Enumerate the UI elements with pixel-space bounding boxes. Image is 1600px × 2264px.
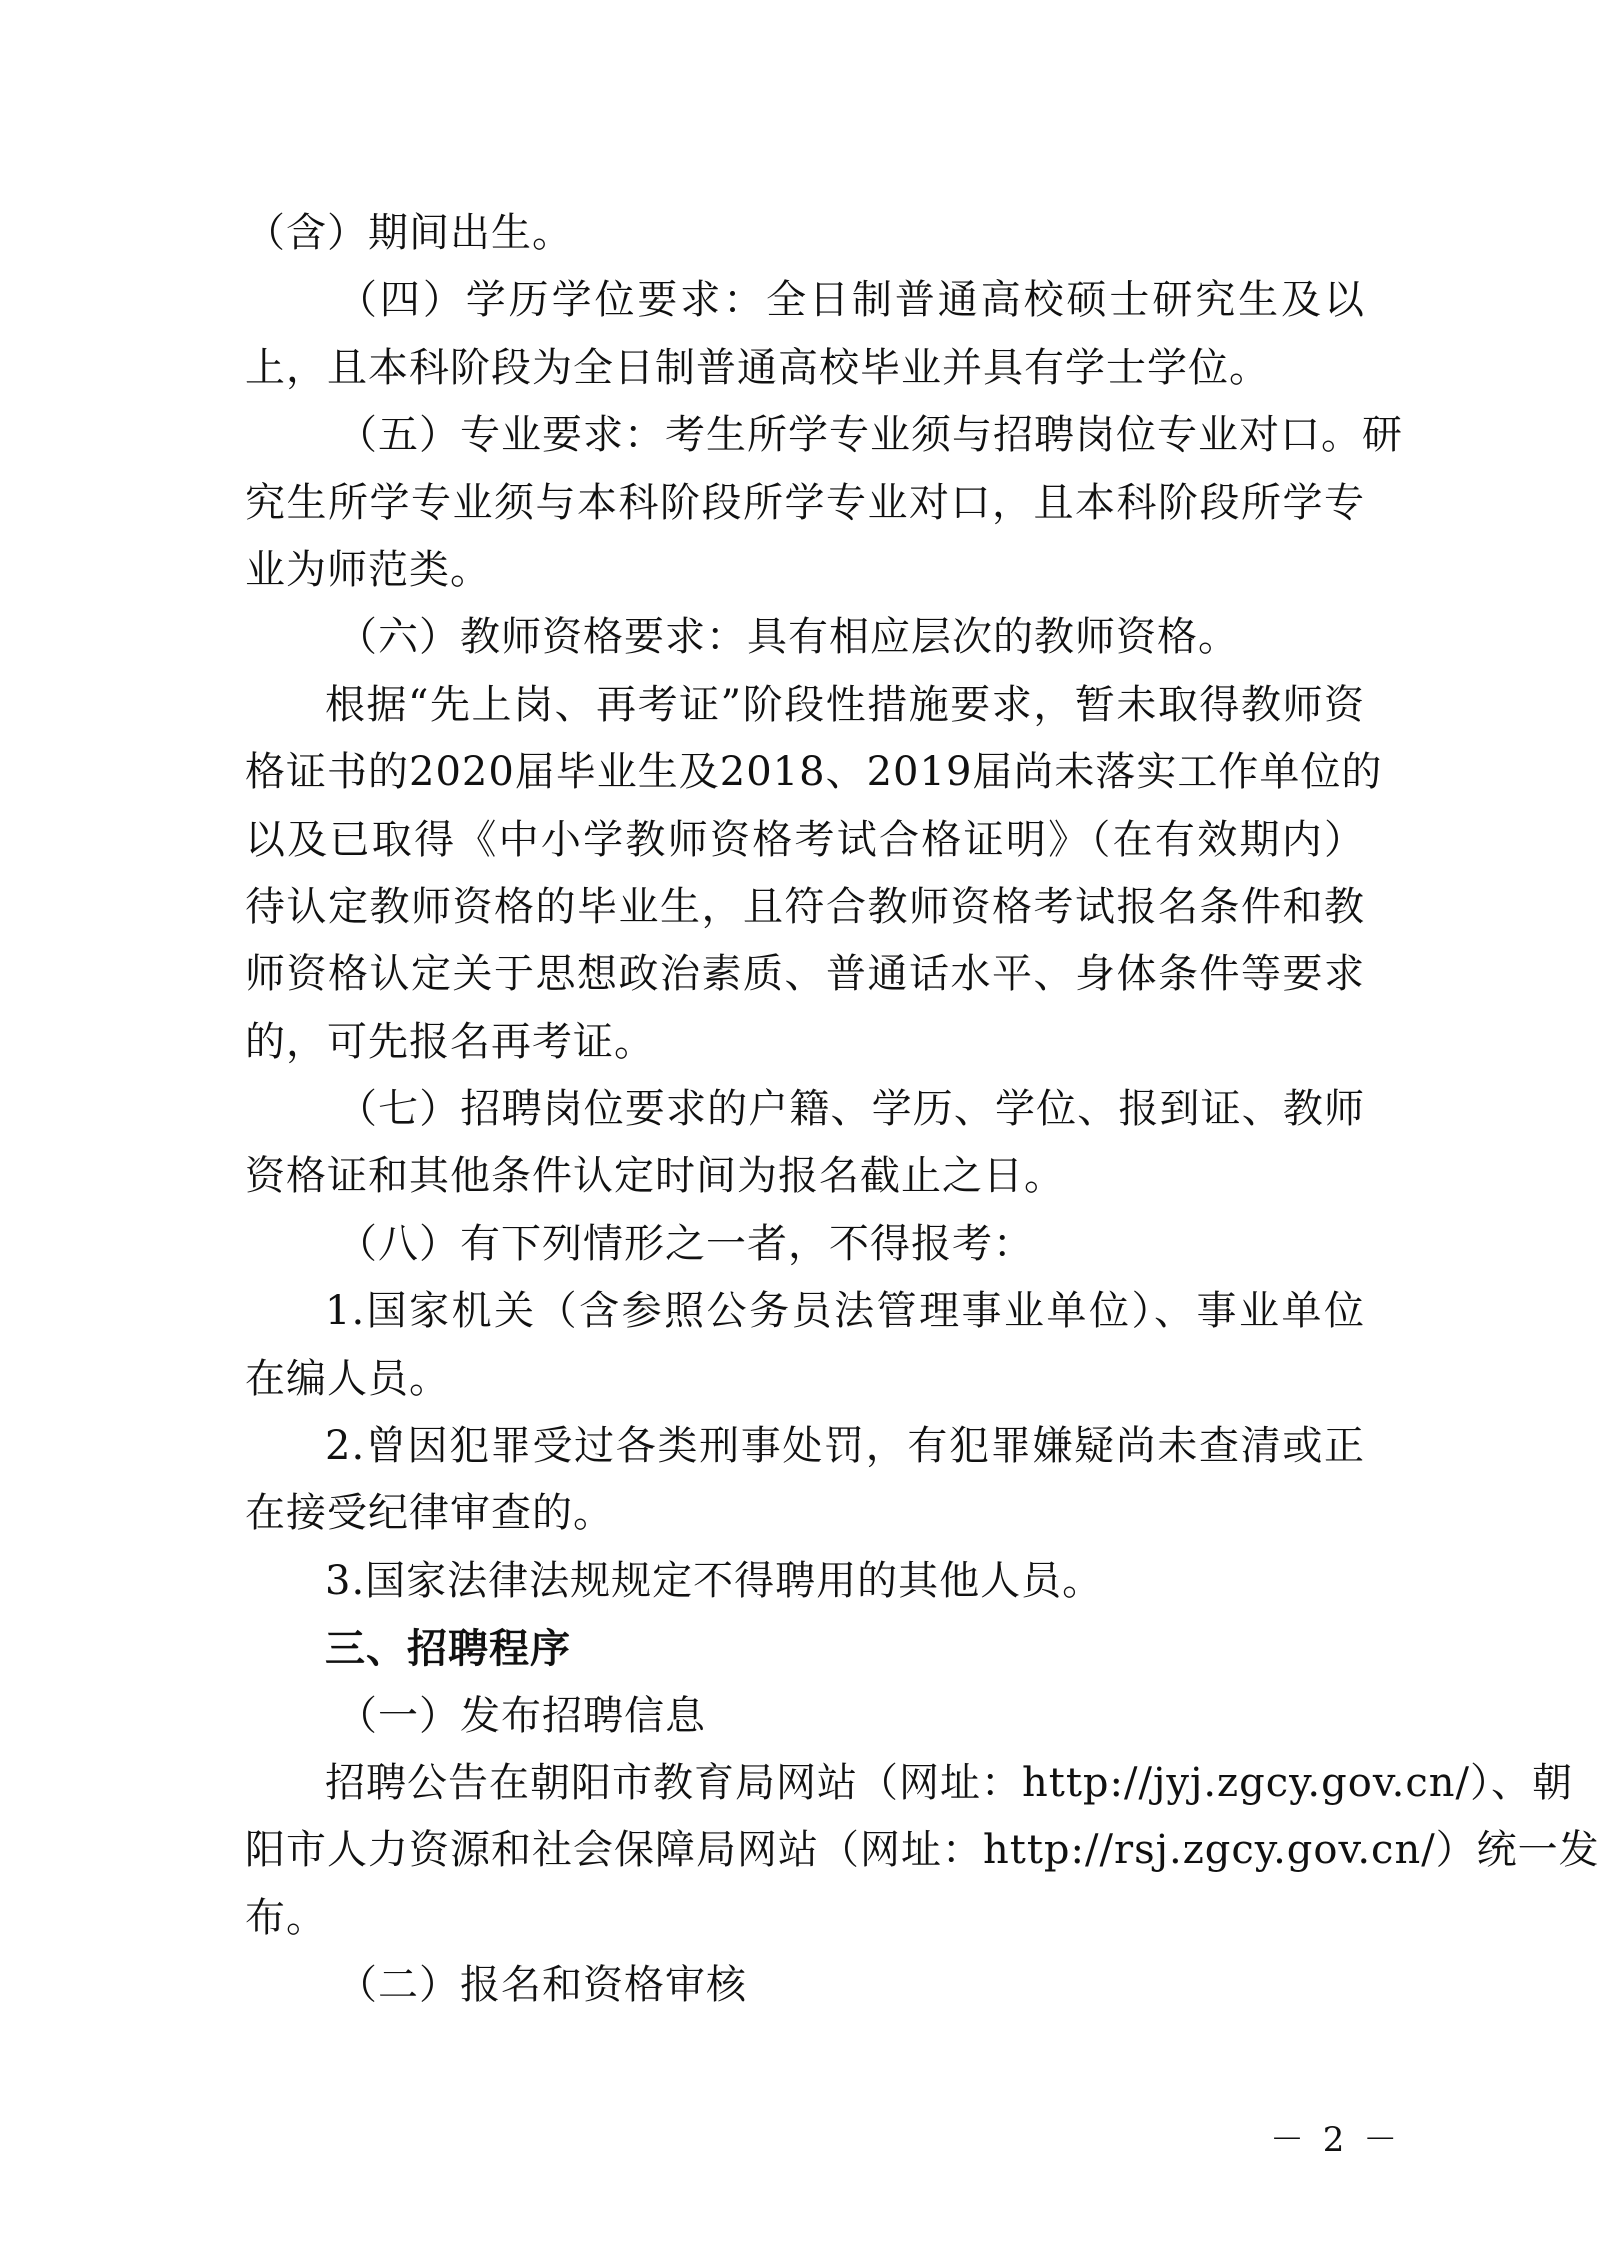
text-line: 阳市人力资源和社会保障局网站（网址：http://rsj.zgcy.gov.cn/）统一发 <box>245 1827 1600 1874</box>
section-heading: 三、招聘程序 <box>325 1625 571 1673</box>
text-line: （六）教师资格要求：具有相应层次的教师资格。 <box>337 614 1239 661</box>
text-line: 究生所学专业须与本科阶段所学专业对口，且本科阶段所学专 <box>245 479 1365 526</box>
text-line: 3.国家法律法规规定不得聘用的其他人员。 <box>325 1557 1104 1604</box>
text-line: 在接受纪律审查的。 <box>245 1490 614 1537</box>
text-line: 上，且本科阶段为全日制普通高校毕业并具有学士学位。 <box>245 344 1270 391</box>
text-line: 2.曾因犯罪受过各类刑事处罚，有犯罪嫌疑尚未查清或正 <box>325 1423 1365 1470</box>
text-line: （二）报名和资格审核 <box>337 1962 747 2009</box>
text-line: 在编人员。 <box>245 1355 450 1402</box>
text-line: （四）学历学位要求：全日制普通高校硕士研究生及以 <box>337 277 1365 324</box>
text-line: （五）专业要求：考生所学专业须与招聘岗位专业对口。研 <box>337 412 1403 459</box>
text-line: （八）有下列情形之一者，不得报考： <box>337 1220 1034 1267</box>
text-line: （含）期间出生。 <box>245 210 573 256</box>
text-line: 1.国家机关（含参照公务员法管理事业单位）、事业单位 <box>325 1288 1365 1335</box>
text-line: 师资格认定关于思想政治素质、普通话水平、身体条件等要求 <box>245 951 1365 998</box>
text-line: 的，可先报名再考证。 <box>245 1018 655 1065</box>
text-line: 布。 <box>245 1894 327 1941</box>
text-line: 资格证和其他条件认定时间为报名截止之日。 <box>245 1153 1065 1200</box>
text-line: 业为师范类。 <box>245 546 491 593</box>
body-text <box>245 200 1600 2020</box>
text-line: （一）发布招聘信息 <box>337 1692 706 1739</box>
text-line: 招聘公告在朝阳市教育局网站（网址：http://jyj.zgcy.gov.cn/）、朝 <box>325 1759 1574 1806</box>
text-line: 根据“先上岗、再考证”阶段性措施要求，暂未取得教师资 <box>325 681 1365 728</box>
text-line: 以及已取得《中小学教师资格考试合格证明》（在有效期内） <box>245 816 1365 863</box>
text-line: 格证书的2020届毕业生及2018、2019届尚未落实工作单位的 <box>245 749 1383 796</box>
page-number: － 2 － <box>1270 2120 1402 2160</box>
text-line: （七）招聘岗位要求的户籍、学历、学位、报到证、教师 <box>337 1086 1365 1133</box>
text-line: 待认定教师资格的毕业生，且符合教师资格考试报名条件和教 <box>245 883 1365 930</box>
